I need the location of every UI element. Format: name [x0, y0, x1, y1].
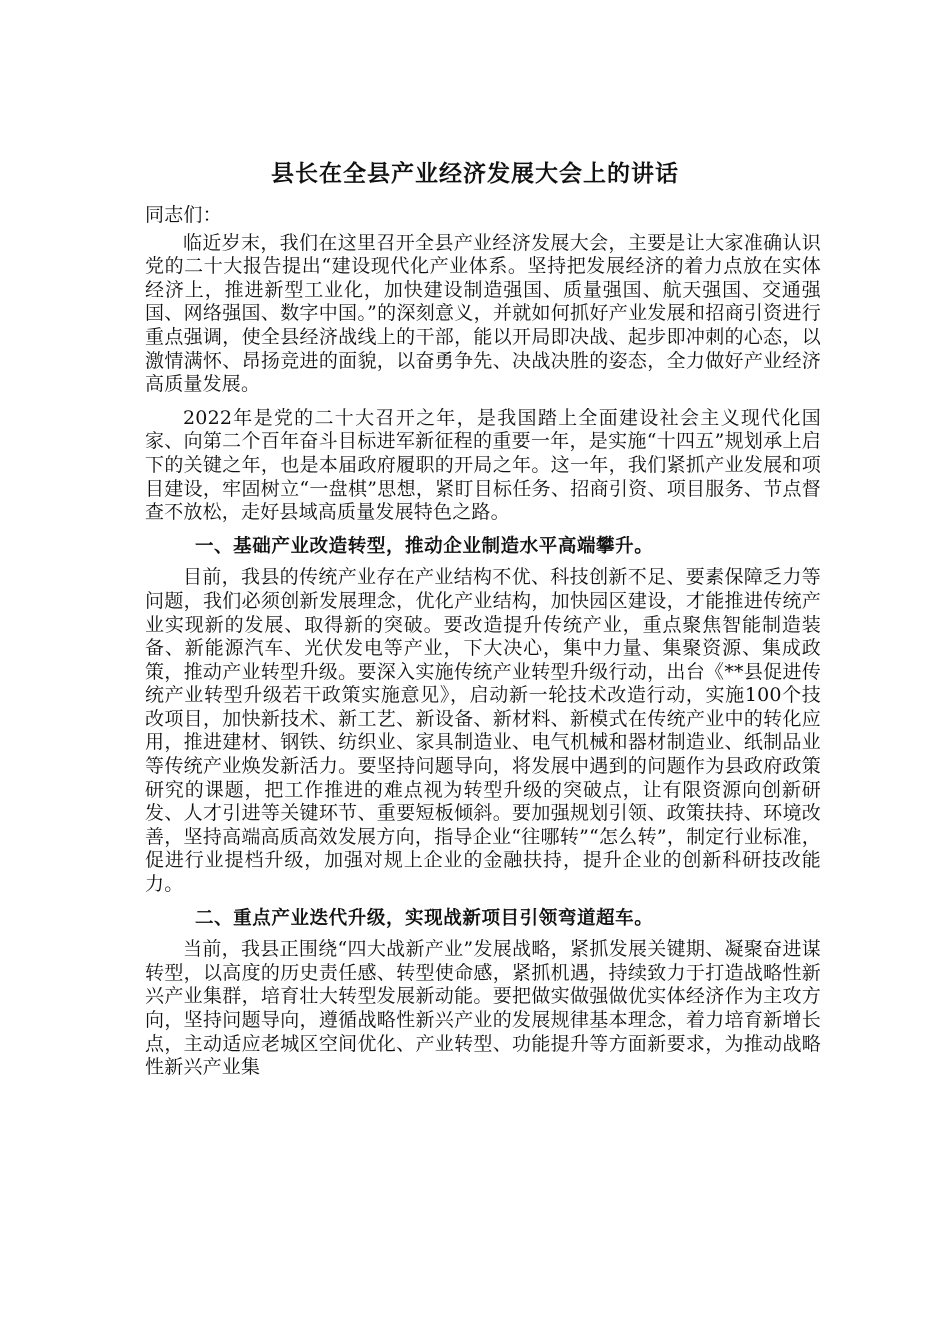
- document-title: 县长在全县产业经济发展大会上的讲话: [271, 161, 679, 187]
- section-heading-1: 一、基础产业改造转型，推动企业制造水平高端攀升。: [194, 535, 654, 557]
- paragraph-2022: 2022年是党的二十大召开之年，是我国踏上全面建设社会主义现代化国家、向第二个百年奋斗目标进军新征程的重要一年，是实施“十四五”规划承上启下的关键之年，也是本届政府履职的开局之年。这一年，我们紧抓产业发展和项目建设，牢固树立“一盘棋”思想，紧盯目标任务、招商引资、项目服务、节点督查不放松，走好县域高质量发展特色之路。: [145, 406, 821, 524]
- section-1-paragraph: 目前，我县的传统产业存在产业结构不优、科技创新不足、要素保障乏力等问题，我们必须创新发展理念，优化产业结构，加快园区建设，才能推进传统产业实现新的发展、取得新的突破。要改造提升传统产业，重点聚焦智能制造装备、新能源汽车、光伏发电等产业，下大决心，集中力量、集聚资源、集成政策，推动产业转型升级。要深入实施传统产业转型升级行动，出台《**县促进传统产业转型升级若干政策实施意见》，启动新一轮技术改造行动，实施100个技改项目，加快新技术、新工艺、新设备、新材料、新模式在传统产业中的转化应用，推进建材、钢铁、纺织业、家具制造业、电气机械和器材制造业、纸制品业等传统产业焕发新活力。要坚持问题导向，将发展中遇到的问题作为县政府政策研究的课题，把工作推进的难点视为转型升级的突破点，让有限资源向创新研发、人才引进等关键环节、重要短板倾斜。要加强规划引领、政策扶持、环境改善，坚持高端高质高效发展方向，指导企业“往哪转”“怎么转”，制定行业标准，促进行业提档升级，加强对规上企业的金融扶持，提升企业的创新科研技改能力。: [145, 566, 821, 896]
- document-body: [145, 204, 821, 1090]
- section-2-paragraph: 当前，我县正围绕“四大战新产业”发展战略，紧抓发展关键期、凝聚奋进谋转型，以高度的历史责任感、转型使命感，紧抓机遇，持续致力于打造战略性新兴产业集群，培育壮大转型发展新动能。要把做实做强做优实体经济作为主攻方向，坚持问题导向，遵循战略性新兴产业的发展规律基本理念，着力培育新增长点，主动适应老城区空间优化、产业转型、功能提升等方面新要求，为推动战略性新兴产业集: [145, 938, 821, 1079]
- section-heading-2: 二、重点产业迭代升级，实现战新项目引领弯道超车。: [194, 907, 654, 929]
- paragraph-intro: 临近岁末，我们在这里召开全县产业经济发展大会，主要是让大家准确认识党的二十大报告提出“建设现代化产业体系。坚持把发展经济的着力点放在实体经济上，推进新型工业化，加快建设制造强国、质量强国、航天强国、交通强国、网络强国、数字中国。”的深刻意义，并就如何抓好产业发展和招商引资进行重点强调，使全县经济战线上的干部，能以开局即决战、起步即冲刺的心态，以激情满怀、昂扬竞进的面貌，以奋勇争先、决战决胜的姿态，全力做好产业经济高质量发展。: [145, 231, 821, 396]
- salutation: 同志们：: [145, 204, 222, 226]
